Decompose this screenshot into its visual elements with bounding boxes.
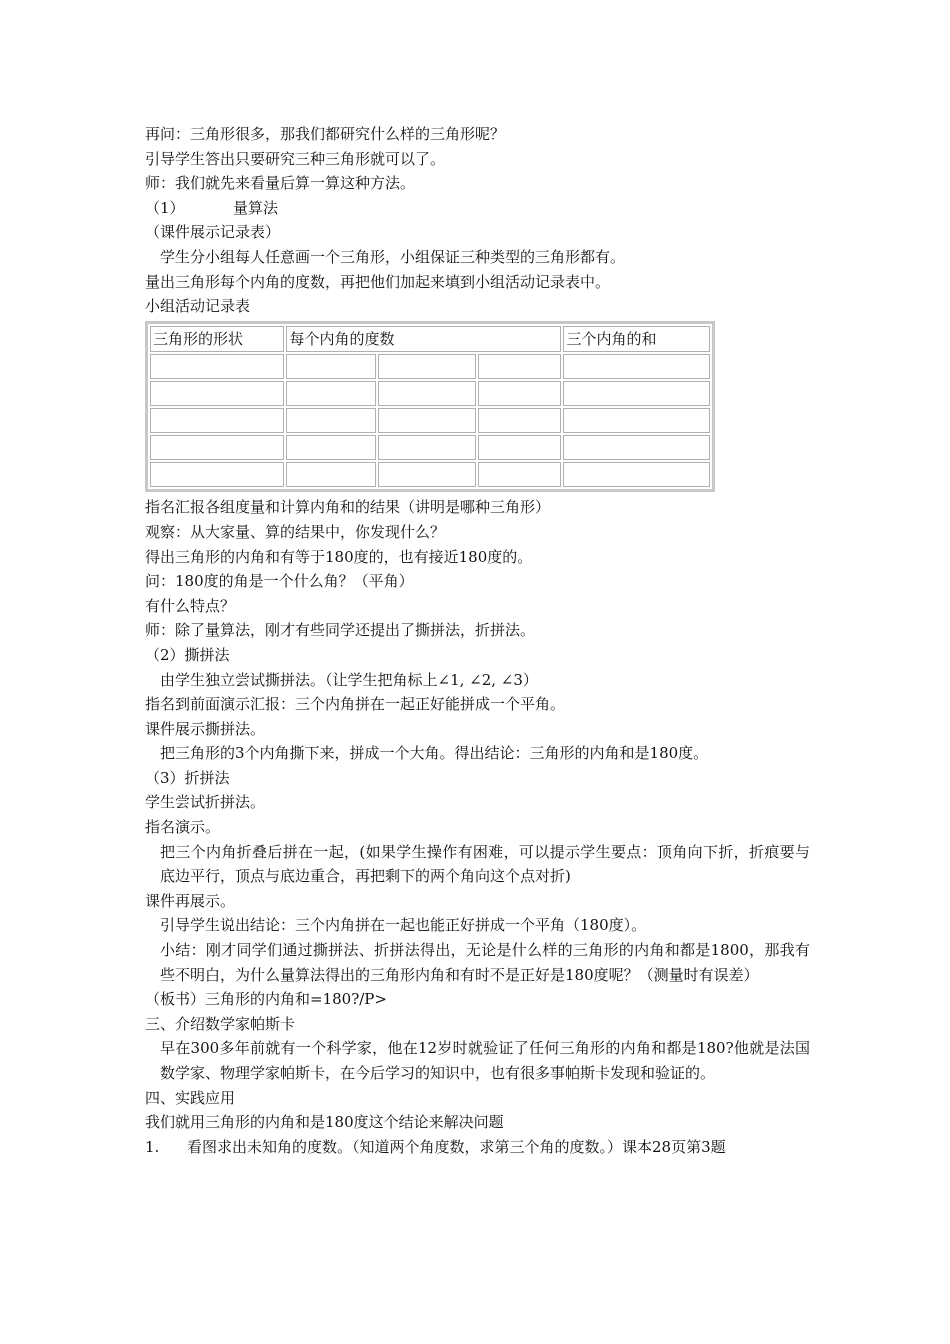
group-activity-record-table — [145, 321, 715, 493]
list-number: 1. — [145, 1137, 160, 1156]
paragraph: 问：180度的角是一个什么角？（平角） — [145, 572, 414, 591]
paragraph: 师：我们就先来看量后算一算这种方法。 — [145, 174, 416, 193]
table-cell — [378, 354, 476, 379]
document-body — [145, 122, 810, 1159]
table-cell — [563, 381, 710, 406]
section-heading-tear: （2）撕拼法 — [145, 645, 230, 664]
section-heading-measure — [145, 196, 810, 221]
paragraph: 把三个内角折叠后拼在一起，(如果学生操作有困难，可以提示学生要点：顶角向下折，折痕要与底边平行，顶点与底边重合，再把剩下的两个角向这个点对折) — [160, 842, 810, 886]
paragraph: 我们就用三角形的内角和是180度这个结论来解决问题 — [145, 1113, 504, 1132]
table-caption: 小组活动记录表 — [145, 297, 251, 316]
paragraph: 量出三角形每个内角的度数，再把他们加起来填到小组活动记录表中。 — [145, 272, 611, 291]
paragraph: （课件展示记录表） — [145, 223, 281, 242]
table-row — [150, 462, 710, 487]
paragraph: 学生尝试折拼法。 — [145, 793, 266, 812]
list-item — [145, 1135, 810, 1160]
paragraph: 师：除了量算法，刚才有些同学还提出了撕拼法，折拼法。 — [145, 621, 536, 640]
header-cell-angles: 每个内角的度数 — [286, 326, 561, 353]
paragraph: 把三角形的3个内角撕下来，拼成一个大角。得出结论：三角形的内角和是180度。 — [160, 744, 709, 763]
paragraph: 早在300多年前就有一个科学家，他在12岁时就验证了任何三角形的内角和都是180?他就是法国数学家、物理学家帕斯卡，在今后学习的知识中，也有很多事帕斯卡发现和验证的。 — [160, 1039, 810, 1082]
table-cell — [563, 435, 710, 460]
section-title: 量算法 — [233, 198, 279, 217]
table-cell — [150, 381, 284, 406]
header-cell-shape: 三角形的形状 — [150, 326, 284, 353]
table-row — [150, 435, 710, 460]
paragraph: 课件展示撕拼法。 — [145, 719, 266, 738]
table-cell — [563, 408, 710, 433]
table-cell — [286, 408, 375, 433]
section-number: （1） — [145, 198, 185, 217]
table-cell — [286, 354, 375, 379]
table-header-row — [150, 326, 710, 353]
section-heading-fold: （3）折拼法 — [145, 768, 230, 787]
table-cell — [378, 462, 476, 487]
paragraph: 引导学生说出结论：三个内角拼在一起也能正好拼成一个平角（180度）。 — [160, 916, 647, 935]
paragraph: 得出三角形的内角和有等于180度的，也有接近180度的。 — [145, 547, 533, 566]
table-cell — [286, 462, 375, 487]
list-text: 看图求出未知角的度数。（知道两个角度数，求第三个角的度数。）课本28页第3题 — [187, 1137, 726, 1156]
table-cell — [378, 435, 476, 460]
section-heading-pascal: 三、介绍数学家帕斯卡 — [145, 1014, 296, 1033]
paragraph: 课件再展示。 — [145, 891, 236, 910]
paragraph: 有什么特点？ — [145, 596, 236, 615]
table-row — [150, 408, 710, 433]
header-cell-sum: 三个内角的和 — [563, 326, 710, 353]
table-cell — [150, 462, 284, 487]
table-row — [150, 381, 710, 406]
table-cell — [563, 354, 710, 379]
table-cell — [563, 462, 710, 487]
table-cell — [478, 408, 561, 433]
paragraph: 指名汇报各组度量和计算内角和的结果（讲明是哪种三角形） — [145, 498, 551, 517]
paragraph: 学生分小组每人任意画一个三角形，小组保证三种类型的三角形都有。 — [160, 247, 626, 266]
summary-paragraph: 小结：刚才同学们通过撕拼法、折拼法得出，无论是什么样的三角形的内角和都是1800，那我有些不明白，为什么量算法得出的三角形内角和有时不是正好是180度呢？（测量时有误差） — [160, 941, 810, 984]
paragraph: 再问：三角形很多，那我们都研究什么样的三角形呢？ — [145, 125, 506, 143]
table-cell — [478, 381, 561, 406]
paragraph: 观察：从大家量、算的结果中，你发现什么？ — [145, 522, 446, 541]
paragraph: 指名演示。 — [145, 818, 221, 837]
table-cell — [378, 381, 476, 406]
table-cell — [150, 408, 284, 433]
table-cell — [286, 381, 375, 406]
paragraph: （板书）三角形的内角和=180?/P> — [145, 990, 387, 1009]
table-cell — [478, 462, 561, 487]
paragraph: 由学生独立尝试撕拼法。（让学生把角标上∠1, ∠2, ∠3） — [160, 670, 538, 689]
table-cell — [478, 435, 561, 460]
section-heading-practice: 四、实践应用 — [145, 1088, 236, 1107]
table-cell — [286, 435, 375, 460]
table-row — [150, 354, 710, 379]
paragraph: 引导学生答出只要研究三种三角形就可以了。 — [145, 149, 446, 168]
table-cell — [478, 354, 561, 379]
table-cell — [378, 408, 476, 433]
table-cell — [150, 354, 284, 379]
paragraph: 指名到前面演示汇报：三个内角拼在一起正好能拼成一个平角。 — [145, 695, 566, 714]
table-cell — [150, 435, 284, 460]
